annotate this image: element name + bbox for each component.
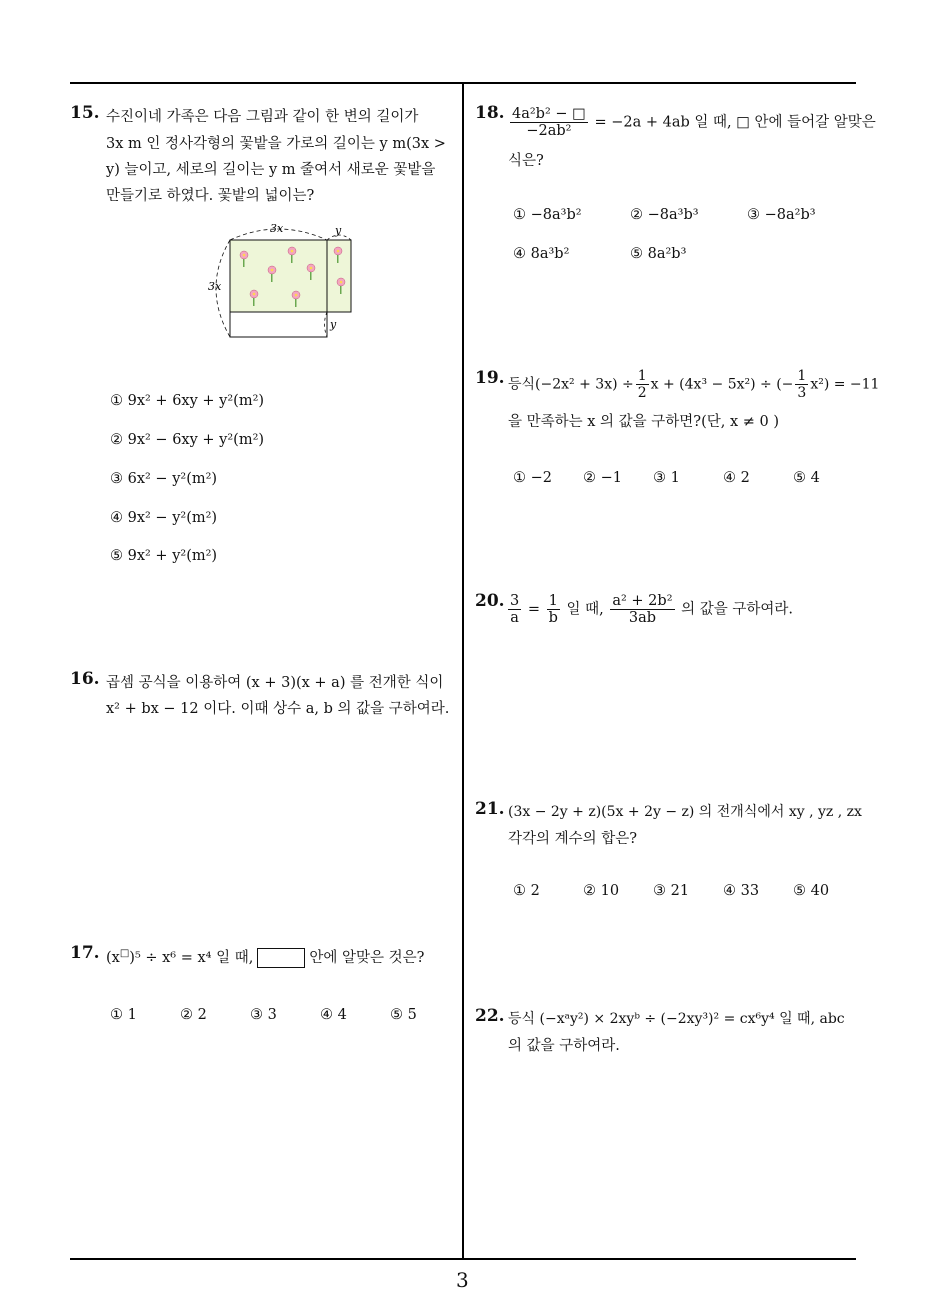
question-text: (3x − 2y + z)(5x + 2y − z) 의 전개식에서 xy , yz , zx [508,804,862,820]
choice-2[interactable]: ② 2 [180,1007,207,1023]
question-number: 17. [70,943,100,963]
question-number: 16. [70,669,100,689]
flowerbed-figure [200,218,370,348]
choice-2[interactable]: ② 9x² − 6xy + y²(m²) [110,432,265,448]
choice-3[interactable]: ③ −8a²b³ [747,207,816,223]
choice-5[interactable]: ⑤ 9x² + y²(m²) [110,548,218,564]
choice-4[interactable]: ④ 33 [723,883,760,899]
question-text: 등식(−2x² + 3x) ÷ $\frac{1}{2}$ x + (4x³ − 5x²) ÷ (− $\frac{1}{3}$ x²) = −11 [508,368,880,401]
question-number: 21. [475,799,505,819]
question-text: y) 늘이고, 세로의 길이는 y m 줄여서 새로운 꽃밭을 [106,162,436,178]
choice-4[interactable]: ④ 8a³b² [513,246,570,262]
choice-3[interactable]: ③ 6x² − y²(m²) [110,471,218,487]
question-text: 3x m 인 정사각형의 꽃밭을 가로의 길이는 y m(3x > [106,136,446,152]
question-text: 만들기로 하였다. 꽃밭의 넓이는? [106,188,315,204]
bottom-rule [70,1258,856,1260]
question-number: 19. [475,368,505,388]
choice-3[interactable]: ③ 21 [653,883,690,899]
choice-5[interactable]: ⑤ 5 [390,1007,417,1023]
label-y-bottom: y [330,318,337,331]
page-number: 3 [456,1268,469,1292]
choice-2[interactable]: ② 10 [583,883,620,899]
choice-3[interactable]: ③ 1 [653,470,680,486]
question-text: (x□)⁵ ÷ x⁶ = x⁴ 일 때, 안에 알맞은 것은? [106,948,425,966]
question-number: 15. [70,103,100,123]
label-left: 3x [208,280,222,293]
fraction: $\frac{1}{b}$ [548,593,558,626]
label-y-top: y [335,224,342,237]
choice-1[interactable]: ① 2 [513,883,540,899]
choice-2[interactable]: ② −8a³b³ [630,207,699,223]
choice-3[interactable]: ③ 3 [250,1007,277,1023]
question-text: 을 만족하는 x 의 값을 구하면?(단, x ≠ 0 ) [508,414,779,430]
question-text: 등식 (−xᵃy²) × 2xyᵇ ÷ (−2xy³)² = cx⁶y⁴ 일 때, abc [508,1011,845,1027]
question-number: 22. [475,1006,505,1026]
label-top: 3x [270,222,284,235]
question-text: $\frac{3}{a}$ = $\frac{1}{b}$ 일 때, $\frac{\text{a² + 2b²}}{3ab}$ 의 값을 구하여라. [510,593,794,626]
choice-1[interactable]: ① 9x² + 6xy + y²(m²) [110,393,265,409]
question-text: 식은? [508,153,544,169]
question-text: 의 값을 구하여라. [508,1038,620,1054]
question-number: 18. [475,103,505,123]
answer-blank-box [257,948,305,968]
column-divider [462,82,464,1260]
fraction: $\frac{1}{2}$ [637,368,647,401]
choice-2[interactable]: ② −1 [583,470,622,486]
choice-5[interactable]: ⑤ 40 [793,883,830,899]
question-text: 수진이네 가족은 다음 그림과 같이 한 변의 길이가 [106,109,419,125]
fraction: $\frac{\text{a² + 2b²}}{3ab}$ [612,593,673,626]
choice-4[interactable]: ④ 2 [723,470,750,486]
choice-4[interactable]: ④ 9x² − y²(m²) [110,510,218,526]
choice-1[interactable]: ① 1 [110,1007,137,1023]
choice-4[interactable]: ④ 4 [320,1007,347,1023]
question-text: x² + bx − 12 이다. 이때 상수 a, b 의 값을 구하여라. [106,701,450,717]
fraction: $\frac{\text{4a²b² − □}}{\text{−2ab²}}$ [512,106,586,139]
question-text: $\frac{\text{4a²b² − □}}{\text{−2ab²}}$ = −2a + 4ab 일 때, □ 안에 들어갈 알맞은 [512,106,876,139]
choice-5[interactable]: ⑤ 8a²b³ [630,246,687,262]
question-text: 곱셈 공식을 이용하여 (x + 3)(x + a) 를 전개한 식이 [106,675,444,691]
choice-1[interactable]: ① −8a³b² [513,207,582,223]
choice-5[interactable]: ⑤ 4 [793,470,820,486]
question-text: 각각의 계수의 합은? [508,831,638,847]
fraction: $\frac{1}{3}$ [797,368,807,401]
choice-1[interactable]: ① −2 [513,470,552,486]
question-number: 20. [475,591,505,611]
fraction: $\frac{3}{a}$ [510,593,520,626]
